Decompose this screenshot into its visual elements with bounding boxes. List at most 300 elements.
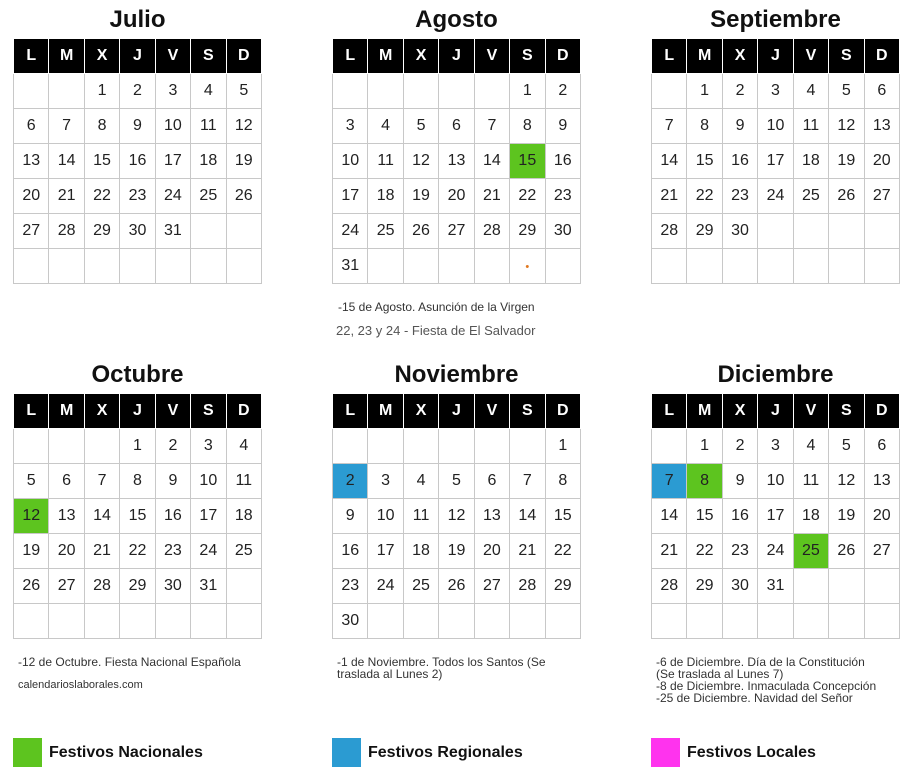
day-cell: 25 bbox=[368, 214, 403, 249]
legend-label-local: Festivos Locales bbox=[687, 743, 816, 761]
day-cell: 9 bbox=[120, 109, 155, 144]
day-cell: 4 bbox=[226, 429, 261, 464]
day-cell: 10 bbox=[368, 499, 403, 534]
day-cell: 14 bbox=[49, 144, 84, 179]
empty-cell bbox=[474, 249, 509, 284]
weekday-header: J bbox=[758, 39, 793, 74]
week-row bbox=[652, 249, 900, 284]
legend-regional bbox=[332, 738, 523, 767]
empty-cell bbox=[226, 569, 261, 604]
day-cell: 24 bbox=[155, 179, 190, 214]
month-octubre bbox=[13, 357, 262, 639]
day-cell: 4 bbox=[191, 74, 226, 109]
empty-cell bbox=[84, 429, 119, 464]
day-cell: 6 bbox=[14, 109, 49, 144]
day-cell: 27 bbox=[49, 569, 84, 604]
empty-cell bbox=[368, 604, 403, 639]
note-noviembre-2: traslada al Lunes 2) bbox=[337, 667, 443, 681]
day-cell: 10 bbox=[758, 464, 793, 499]
day-cell: 12 bbox=[439, 499, 474, 534]
day-cell: 21 bbox=[510, 534, 545, 569]
weekday-header: M bbox=[49, 39, 84, 74]
week-row bbox=[652, 604, 900, 639]
weekday-header: L bbox=[14, 39, 49, 74]
day-cell: 17 bbox=[758, 144, 793, 179]
day-cell: 11 bbox=[403, 499, 438, 534]
day-cell: 18 bbox=[793, 499, 828, 534]
week-row bbox=[333, 499, 581, 534]
day-cell: 17 bbox=[368, 534, 403, 569]
weekday-header: M bbox=[49, 394, 84, 429]
day-cell: 13 bbox=[474, 499, 509, 534]
day-cell: 30 bbox=[333, 604, 368, 639]
empty-cell bbox=[155, 249, 190, 284]
day-cell: 31 bbox=[333, 249, 368, 284]
weekday-header: X bbox=[403, 394, 438, 429]
weekday-header: J bbox=[758, 394, 793, 429]
day-cell: 26 bbox=[829, 534, 864, 569]
empty-cell bbox=[14, 249, 49, 284]
empty-cell bbox=[49, 74, 84, 109]
empty-cell bbox=[14, 604, 49, 639]
day-cell: 22 bbox=[84, 179, 119, 214]
month-diciembre bbox=[651, 357, 900, 639]
month-noviembre bbox=[332, 357, 581, 639]
day-cell: 7 bbox=[49, 109, 84, 144]
empty-cell bbox=[120, 249, 155, 284]
week-row bbox=[333, 144, 581, 179]
note-diciembre-1: -6 de Diciembre. Día de la Constitución bbox=[656, 655, 865, 669]
day-cell: 19 bbox=[439, 534, 474, 569]
empty-cell bbox=[368, 74, 403, 109]
empty-cell bbox=[439, 429, 474, 464]
weekday-header: S bbox=[510, 394, 545, 429]
empty-cell bbox=[793, 249, 828, 284]
day-cell: 28 bbox=[652, 214, 687, 249]
day-cell: 3 bbox=[155, 74, 190, 109]
day-cell: 25 bbox=[226, 534, 261, 569]
weekday-header: L bbox=[652, 394, 687, 429]
week-row bbox=[333, 429, 581, 464]
empty-cell bbox=[439, 249, 474, 284]
day-cell: 6 bbox=[474, 464, 509, 499]
day-cell: 27 bbox=[864, 179, 899, 214]
day-cell: 29 bbox=[687, 569, 722, 604]
empty-cell bbox=[474, 74, 509, 109]
day-cell: 14 bbox=[510, 499, 545, 534]
week-row bbox=[14, 249, 262, 284]
day-cell: 7 bbox=[652, 109, 687, 144]
week-row bbox=[333, 249, 581, 284]
day-cell: 2 bbox=[545, 74, 580, 109]
empty-cell bbox=[439, 74, 474, 109]
day-cell: 2 bbox=[333, 464, 368, 499]
day-cell: 7 bbox=[84, 464, 119, 499]
weekday-header: L bbox=[333, 394, 368, 429]
week-row bbox=[652, 429, 900, 464]
day-cell: 31 bbox=[758, 569, 793, 604]
month-julio bbox=[13, 2, 262, 284]
week-row bbox=[14, 604, 262, 639]
empty-cell bbox=[545, 604, 580, 639]
day-cell: 11 bbox=[793, 464, 828, 499]
weekday-header: S bbox=[510, 39, 545, 74]
weekday-header: D bbox=[545, 39, 580, 74]
day-cell: 3 bbox=[758, 429, 793, 464]
empty-cell bbox=[84, 604, 119, 639]
week-row bbox=[652, 499, 900, 534]
weekday-header: S bbox=[829, 394, 864, 429]
day-cell: 19 bbox=[829, 499, 864, 534]
empty-cell bbox=[864, 604, 899, 639]
empty-cell bbox=[403, 429, 438, 464]
day-cell: 10 bbox=[758, 109, 793, 144]
empty-cell bbox=[793, 604, 828, 639]
day-cell: 29 bbox=[687, 214, 722, 249]
day-cell: 16 bbox=[120, 144, 155, 179]
week-row bbox=[652, 569, 900, 604]
day-cell: 4 bbox=[403, 464, 438, 499]
weekday-header: M bbox=[687, 394, 722, 429]
weekday-header: L bbox=[14, 394, 49, 429]
empty-cell bbox=[510, 604, 545, 639]
empty-cell bbox=[545, 249, 580, 284]
day-cell: 28 bbox=[652, 569, 687, 604]
day-cell: 20 bbox=[864, 144, 899, 179]
month-septiembre bbox=[651, 2, 900, 284]
calendar-grid bbox=[332, 38, 581, 284]
day-cell: 24 bbox=[191, 534, 226, 569]
day-cell: 8 bbox=[120, 464, 155, 499]
day-cell: 1 bbox=[510, 74, 545, 109]
week-row bbox=[14, 569, 262, 604]
week-row bbox=[652, 179, 900, 214]
day-cell: 12 bbox=[403, 144, 438, 179]
day-cell: 9 bbox=[333, 499, 368, 534]
day-cell: 7 bbox=[510, 464, 545, 499]
empty-cell bbox=[333, 429, 368, 464]
day-cell: 20 bbox=[864, 499, 899, 534]
calendar-grid bbox=[13, 393, 262, 639]
day-cell: 21 bbox=[652, 534, 687, 569]
day-cell: 10 bbox=[191, 464, 226, 499]
week-row bbox=[14, 429, 262, 464]
empty-cell bbox=[864, 249, 899, 284]
empty-cell bbox=[864, 214, 899, 249]
day-cell: 14 bbox=[474, 144, 509, 179]
week-row bbox=[652, 144, 900, 179]
week-row bbox=[333, 179, 581, 214]
day-cell: 1 bbox=[545, 429, 580, 464]
day-cell: 16 bbox=[333, 534, 368, 569]
calendar-grid bbox=[651, 393, 900, 639]
day-cell: 9 bbox=[545, 109, 580, 144]
empty-cell bbox=[403, 604, 438, 639]
empty-cell bbox=[403, 249, 438, 284]
day-cell: 29 bbox=[120, 569, 155, 604]
day-cell: 8 bbox=[510, 109, 545, 144]
day-cell: 30 bbox=[120, 214, 155, 249]
empty-cell bbox=[49, 429, 84, 464]
empty-cell bbox=[368, 249, 403, 284]
day-cell: 18 bbox=[226, 499, 261, 534]
day-cell: 8 bbox=[545, 464, 580, 499]
day-cell: 9 bbox=[722, 464, 757, 499]
day-cell: 27 bbox=[439, 214, 474, 249]
empty-cell bbox=[652, 604, 687, 639]
empty-cell bbox=[226, 214, 261, 249]
day-cell: 18 bbox=[403, 534, 438, 569]
day-cell: 20 bbox=[14, 179, 49, 214]
day-cell: 11 bbox=[226, 464, 261, 499]
day-cell: 13 bbox=[439, 144, 474, 179]
empty-cell bbox=[226, 249, 261, 284]
day-cell: 13 bbox=[864, 109, 899, 144]
day-cell: 18 bbox=[368, 179, 403, 214]
weekday-header: S bbox=[829, 39, 864, 74]
empty-cell bbox=[687, 249, 722, 284]
calendar-grid bbox=[651, 38, 900, 284]
weekday-header: X bbox=[722, 394, 757, 429]
week-row bbox=[652, 464, 900, 499]
empty-cell bbox=[403, 74, 438, 109]
day-cell: 13 bbox=[14, 144, 49, 179]
day-cell: 18 bbox=[191, 144, 226, 179]
day-cell: 23 bbox=[722, 179, 757, 214]
day-cell: 16 bbox=[722, 144, 757, 179]
day-cell: 12 bbox=[829, 109, 864, 144]
week-row bbox=[14, 499, 262, 534]
weekday-header: V bbox=[793, 39, 828, 74]
day-cell: 22 bbox=[120, 534, 155, 569]
day-cell: 29 bbox=[84, 214, 119, 249]
weekday-header: M bbox=[368, 39, 403, 74]
weekday-header: V bbox=[155, 394, 190, 429]
day-cell: 2 bbox=[722, 74, 757, 109]
week-row bbox=[14, 144, 262, 179]
empty-cell bbox=[758, 214, 793, 249]
note-diciembre-4: -25 de Diciembre. Navidad del Señor bbox=[656, 691, 853, 705]
day-cell: 20 bbox=[439, 179, 474, 214]
empty-cell bbox=[49, 604, 84, 639]
empty-cell bbox=[474, 429, 509, 464]
weekday-header: X bbox=[722, 39, 757, 74]
week-row bbox=[14, 179, 262, 214]
day-cell: 5 bbox=[226, 74, 261, 109]
weekday-header: J bbox=[120, 394, 155, 429]
day-cell: 1 bbox=[84, 74, 119, 109]
note-diciembre-2: (Se traslada al Lunes 7) bbox=[656, 667, 784, 681]
day-cell: 28 bbox=[474, 214, 509, 249]
day-cell: 17 bbox=[333, 179, 368, 214]
day-cell: 3 bbox=[191, 429, 226, 464]
empty-cell bbox=[474, 604, 509, 639]
empty-cell bbox=[333, 74, 368, 109]
weekday-header: S bbox=[191, 394, 226, 429]
empty-cell bbox=[510, 249, 545, 284]
calendar-grid bbox=[13, 38, 262, 284]
day-cell: 23 bbox=[545, 179, 580, 214]
empty-cell bbox=[722, 604, 757, 639]
empty-cell bbox=[652, 429, 687, 464]
empty-cell bbox=[758, 249, 793, 284]
day-cell: 7 bbox=[474, 109, 509, 144]
day-cell: 27 bbox=[14, 214, 49, 249]
day-cell: 5 bbox=[829, 429, 864, 464]
day-cell: 25 bbox=[403, 569, 438, 604]
legend-swatch-regional bbox=[332, 738, 361, 767]
day-cell: 22 bbox=[687, 534, 722, 569]
empty-cell bbox=[120, 604, 155, 639]
day-cell: 12 bbox=[829, 464, 864, 499]
day-cell: 23 bbox=[333, 569, 368, 604]
day-cell: 28 bbox=[84, 569, 119, 604]
week-row bbox=[333, 569, 581, 604]
week-row bbox=[14, 109, 262, 144]
day-cell: 19 bbox=[829, 144, 864, 179]
empty-cell bbox=[49, 249, 84, 284]
weekday-header: M bbox=[368, 394, 403, 429]
day-cell: 15 bbox=[687, 144, 722, 179]
day-cell: 11 bbox=[793, 109, 828, 144]
month-agosto bbox=[332, 2, 581, 284]
month-title: Noviembre bbox=[394, 361, 519, 388]
day-cell: 6 bbox=[864, 429, 899, 464]
day-cell: 17 bbox=[191, 499, 226, 534]
legend-nacional bbox=[13, 738, 203, 767]
day-cell: 17 bbox=[155, 144, 190, 179]
day-cell: 25 bbox=[191, 179, 226, 214]
weekday-header: X bbox=[403, 39, 438, 74]
day-cell: 24 bbox=[368, 569, 403, 604]
day-cell: 19 bbox=[403, 179, 438, 214]
empty-cell bbox=[687, 604, 722, 639]
day-cell: 6 bbox=[439, 109, 474, 144]
empty-cell bbox=[722, 249, 757, 284]
week-row bbox=[333, 464, 581, 499]
note-agosto-1: -15 de Agosto. Asunción de la Virgen bbox=[338, 300, 535, 314]
week-row bbox=[652, 109, 900, 144]
day-cell: 22 bbox=[510, 179, 545, 214]
day-cell: 15 bbox=[120, 499, 155, 534]
week-row bbox=[652, 214, 900, 249]
day-cell: 21 bbox=[474, 179, 509, 214]
day-cell: 14 bbox=[652, 499, 687, 534]
day-cell: 30 bbox=[722, 214, 757, 249]
day-cell: 9 bbox=[722, 109, 757, 144]
day-cell: 8 bbox=[687, 109, 722, 144]
weekday-header: V bbox=[474, 394, 509, 429]
day-cell: 12 bbox=[226, 109, 261, 144]
empty-cell bbox=[829, 249, 864, 284]
day-cell: 6 bbox=[864, 74, 899, 109]
empty-cell bbox=[155, 604, 190, 639]
weekday-header: D bbox=[864, 394, 899, 429]
day-cell: 9 bbox=[155, 464, 190, 499]
day-cell: 5 bbox=[829, 74, 864, 109]
month-title: Julio bbox=[109, 6, 166, 33]
day-cell: 24 bbox=[758, 534, 793, 569]
day-cell: 26 bbox=[403, 214, 438, 249]
weekday-header: J bbox=[120, 39, 155, 74]
month-title: Diciembre bbox=[717, 361, 834, 388]
note-octubre-2: calendarioslaborales.com bbox=[18, 679, 143, 691]
calendar-grid bbox=[332, 393, 581, 639]
week-row bbox=[14, 74, 262, 109]
day-cell: 5 bbox=[439, 464, 474, 499]
day-cell: 13 bbox=[864, 464, 899, 499]
month-title: Agosto bbox=[415, 6, 498, 33]
week-row bbox=[14, 214, 262, 249]
day-cell: 14 bbox=[652, 144, 687, 179]
day-cell: 2 bbox=[120, 74, 155, 109]
day-cell: 27 bbox=[474, 569, 509, 604]
legend-label-nacional: Festivos Nacionales bbox=[49, 743, 203, 761]
day-cell: 12 bbox=[14, 499, 49, 534]
empty-cell bbox=[439, 604, 474, 639]
day-cell: 14 bbox=[84, 499, 119, 534]
weekday-header: L bbox=[652, 39, 687, 74]
weekday-header: D bbox=[864, 39, 899, 74]
day-cell: 10 bbox=[333, 144, 368, 179]
week-row bbox=[333, 74, 581, 109]
day-cell: 16 bbox=[155, 499, 190, 534]
day-cell: 29 bbox=[510, 214, 545, 249]
day-cell: 29 bbox=[545, 569, 580, 604]
day-cell: 3 bbox=[758, 74, 793, 109]
day-cell: 18 bbox=[793, 144, 828, 179]
note-agosto-2: 22, 23 y 24 - Fiesta de El Salvador bbox=[336, 323, 536, 338]
day-cell: 10 bbox=[155, 109, 190, 144]
day-cell: 23 bbox=[120, 179, 155, 214]
day-cell: 4 bbox=[793, 74, 828, 109]
day-cell: 17 bbox=[758, 499, 793, 534]
day-cell: 23 bbox=[722, 534, 757, 569]
legend-swatch-nacional bbox=[13, 738, 42, 767]
day-cell: 22 bbox=[687, 179, 722, 214]
day-cell: 8 bbox=[84, 109, 119, 144]
day-cell: 13 bbox=[49, 499, 84, 534]
day-cell: 26 bbox=[439, 569, 474, 604]
day-cell: 21 bbox=[84, 534, 119, 569]
empty-cell bbox=[793, 569, 828, 604]
week-row bbox=[333, 109, 581, 144]
day-cell: 21 bbox=[652, 179, 687, 214]
empty-cell bbox=[14, 74, 49, 109]
day-cell: 27 bbox=[864, 534, 899, 569]
month-title: Octubre bbox=[91, 361, 184, 388]
day-cell: 15 bbox=[510, 144, 545, 179]
empty-cell bbox=[191, 604, 226, 639]
weekday-header: V bbox=[793, 394, 828, 429]
empty-cell bbox=[652, 249, 687, 284]
week-row bbox=[333, 534, 581, 569]
empty-cell bbox=[652, 74, 687, 109]
day-cell: 24 bbox=[333, 214, 368, 249]
weekday-header: S bbox=[191, 39, 226, 74]
day-cell: 30 bbox=[545, 214, 580, 249]
week-row bbox=[652, 74, 900, 109]
empty-cell bbox=[191, 249, 226, 284]
legend-swatch-local bbox=[651, 738, 680, 767]
day-cell: 19 bbox=[226, 144, 261, 179]
day-cell: 3 bbox=[333, 109, 368, 144]
day-cell: 15 bbox=[687, 499, 722, 534]
day-cell: 2 bbox=[155, 429, 190, 464]
week-row bbox=[652, 534, 900, 569]
legend-label-regional: Festivos Regionales bbox=[368, 743, 523, 761]
note-octubre-1: -12 de Octubre. Fiesta Nacional Española bbox=[18, 655, 241, 669]
